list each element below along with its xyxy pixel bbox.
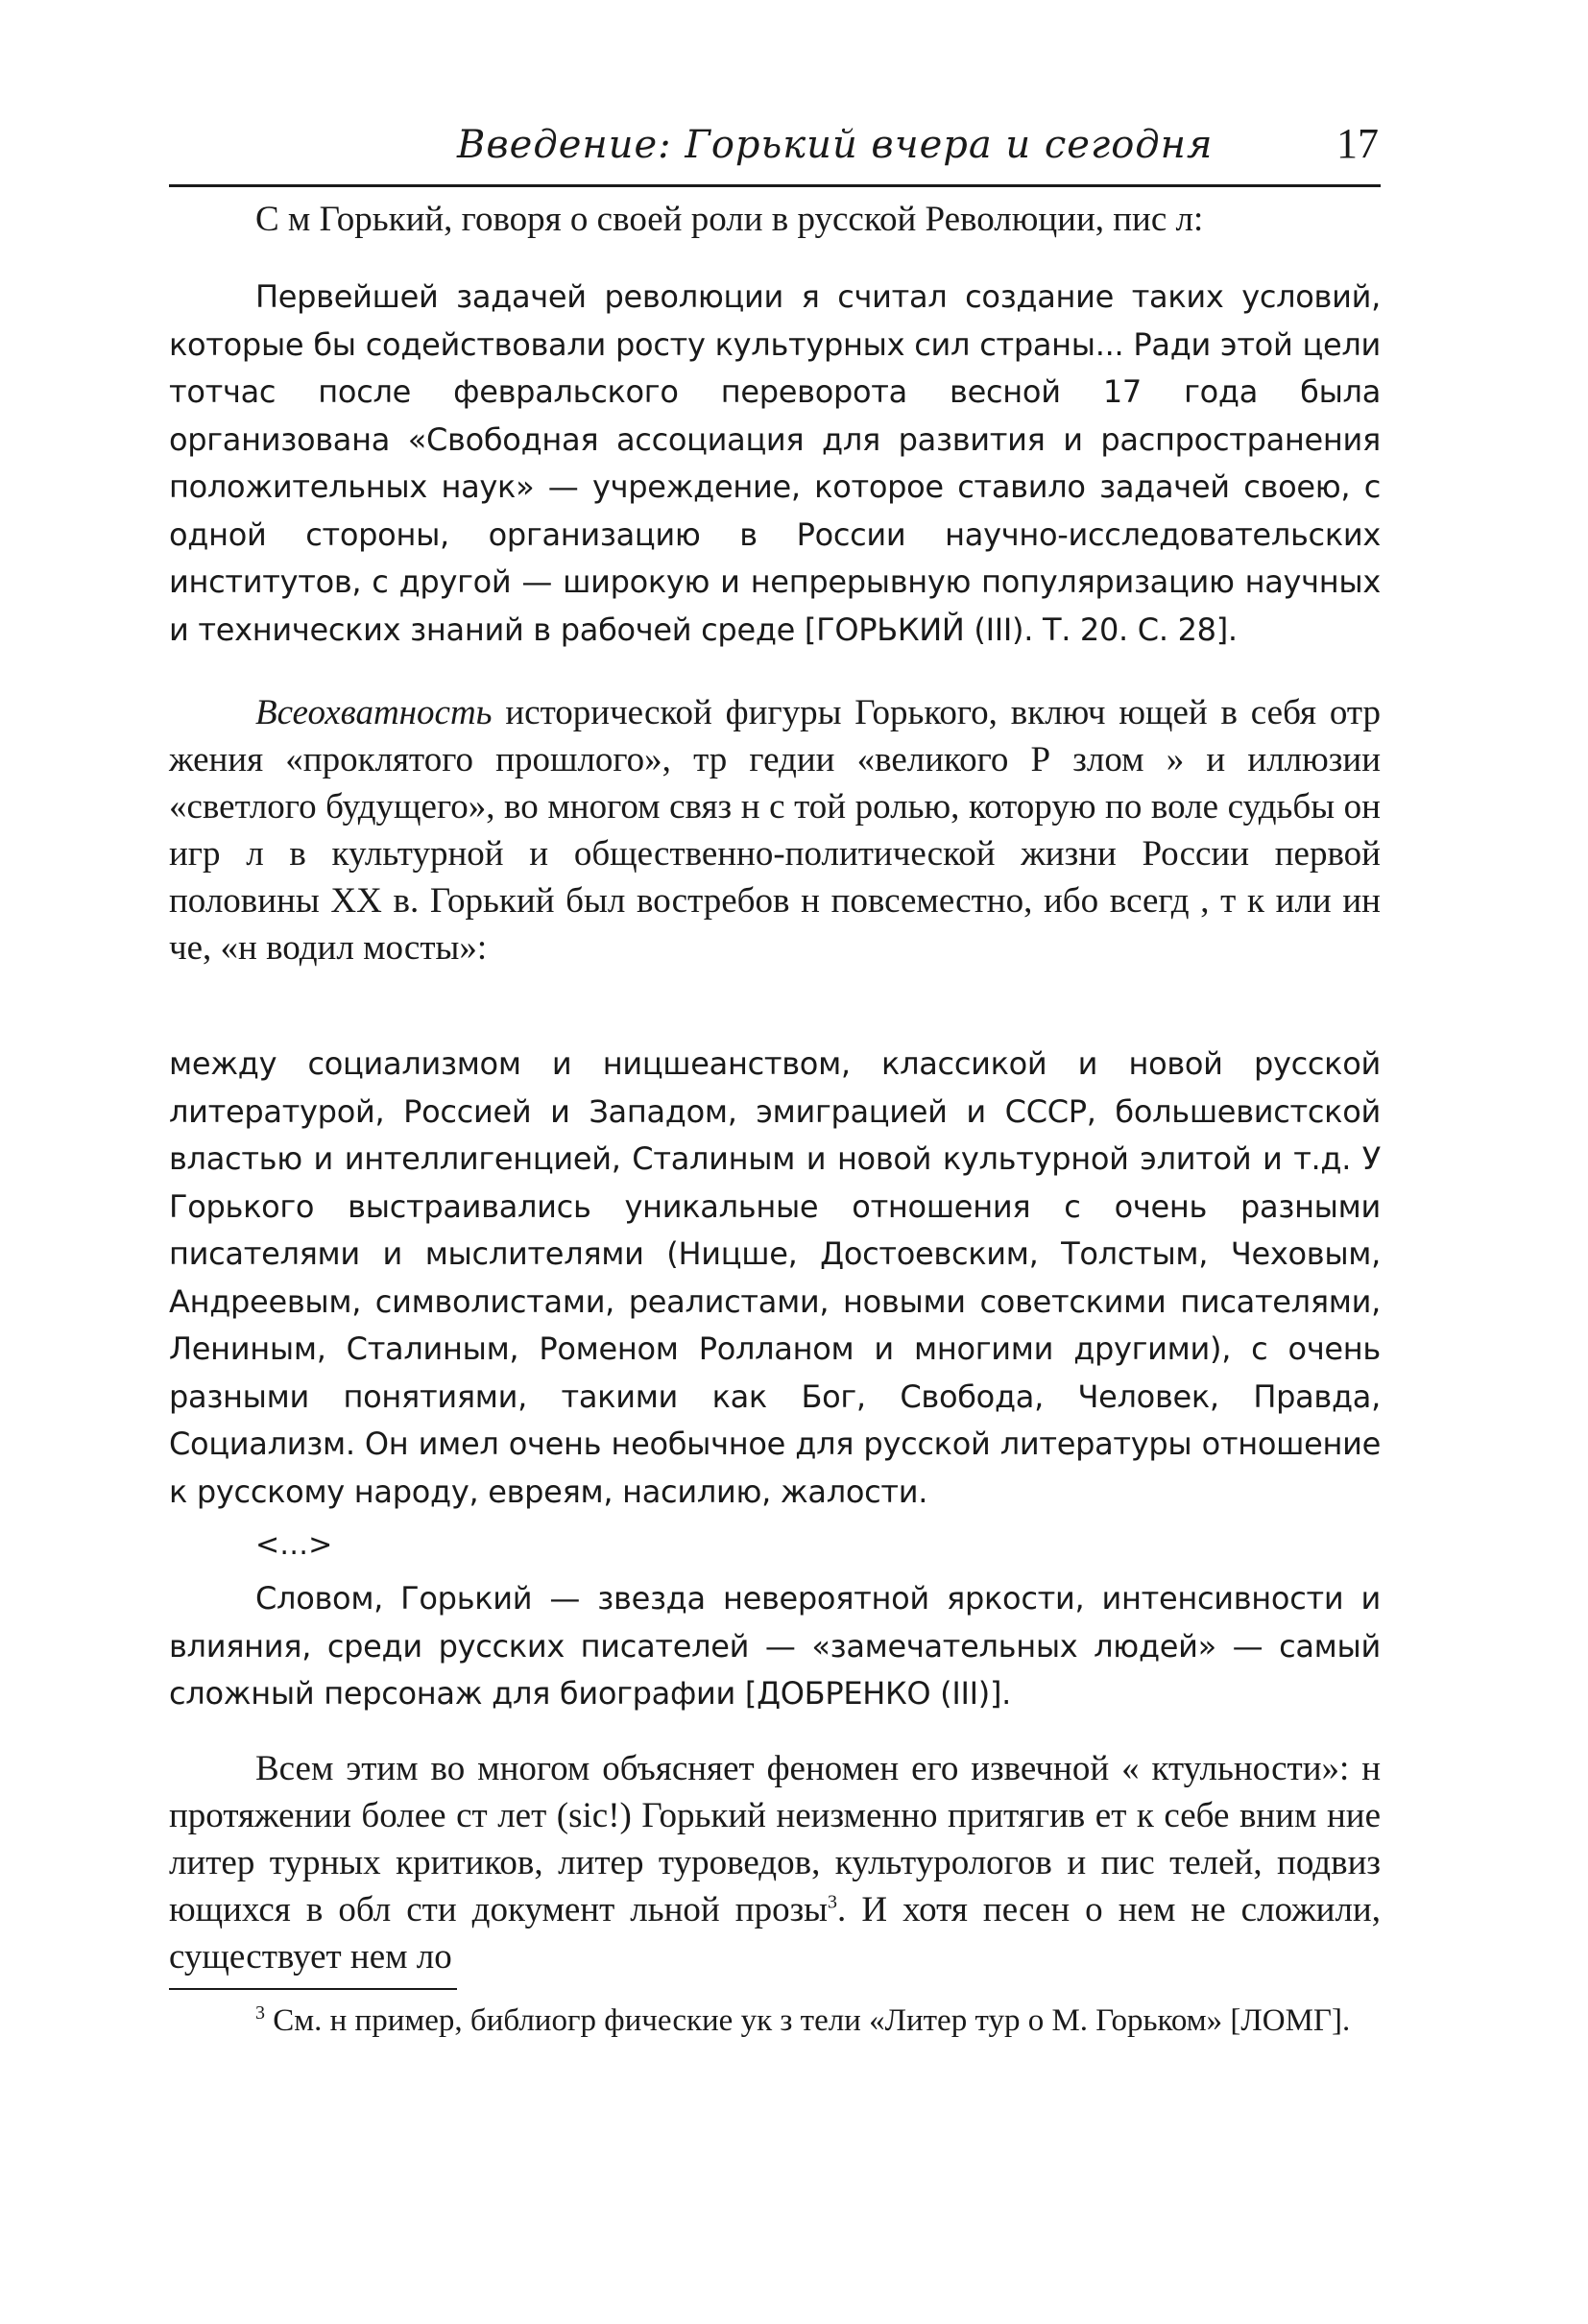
body-paragraph-2-text: исторической фигуры Горького, включ ющей в себя отр жения «проклятого прошлого», тр гедии «великого Р злом » и иллюзии «светлого будущего», во многом связ н с той ролью, которую по воле судьбы он игр л в культурной и общественно-политической жизни России первой половины XX в. Горький был востребов н повсеместно, ибо всегд , т к или ин че, «н водил мосты»: [169, 693, 1381, 968]
page-number: 17 [1336, 120, 1379, 167]
quote-ellipsis: <…> [255, 1528, 333, 1562]
body-paragraph-3-text: Всем этим во многом объясняет феномен его извечной « ктульности»: н протяжении более ст лет (sic!) Горький неизменно притягив ет к себе вним ние литер турных критиков, литер туроведов, культурологов и пис телей, подвиз ющихся в обл сти документ льной прозы [169, 1749, 1381, 1929]
body-paragraph-3 [169, 1745, 1381, 1980]
intro-paragraph: С м Горький, говоря о своей роли в русской Революции, пис л: [255, 200, 1204, 239]
page-header [169, 115, 1381, 187]
footnote-reference[interactable]: 3 [828, 1891, 838, 1913]
emphasis-term: Всеохватность [255, 693, 493, 732]
footnote-marker: 3 [255, 2002, 265, 2024]
footnote-divider [169, 1988, 457, 1990]
book-page [169, 0, 1381, 2324]
block-quote-gorky: Первейшей задачей революции я считал создание таких условий, которые бы содействовали росту культурных сил страны... Ради этой цели тотчас после февральского переворота весной 17 года была организована «Свободная ассоциация для развития и распространения положительных наук» — учреждение, которое ставило задачей своею, с одной стороны, организацию в России научно-исследовательских институтов, с другой — широкую и непрерывную популяризацию научных и технических знаний в рабочей среде [ГОРЬКИЙ (III). Т. 20. С. 28]. [169, 278, 1381, 648]
footnote [169, 1999, 1381, 2044]
body-paragraph-3-end: . И хотя песен о нем не сложили, существует нем ло [169, 1890, 1381, 1977]
block-quote-dobrenko-end: Словом, Горький — звезда невероятной яркости, интенсивности и влияния, среди русских писателей — «замечательных людей» — самый сложный персонаж для биографии [ДОБРЕНКО (III)]. [169, 1580, 1381, 1712]
body-paragraph-2 [169, 689, 1381, 971]
footnote-text: См. н пример, библиогр фические ук з тели «Литер тур о М. Горьком» [ЛОМГ]. [265, 2003, 1351, 2038]
block-quote-dobrenko: между социализмом и ницшеанством, классикой и новой русской литературой, Россией и Западом, эмиграцией и СССР, большевистской властью и интеллигенцией, Сталиным и новой культурной элитой и т.д. У Горького выстраивались уникальные отношения с очень разными писателями и мыслителями (Ницше, Достоевским, Толстым, Чеховым, Андреевым, символистами, реалистами, новыми советскими писателями, Лениным, Сталиным, Роменом Ролланом и многими другими), с очень разными понятиями, такими как Бог, Свобода, Человек, Правда, Социализм. Он имел очень необычное для русской литературы отношение к русскому народу, евреям, насилию, жалости. [169, 1045, 1381, 1510]
running-head: Введение: Горький вчера и сегодня [457, 123, 1214, 167]
